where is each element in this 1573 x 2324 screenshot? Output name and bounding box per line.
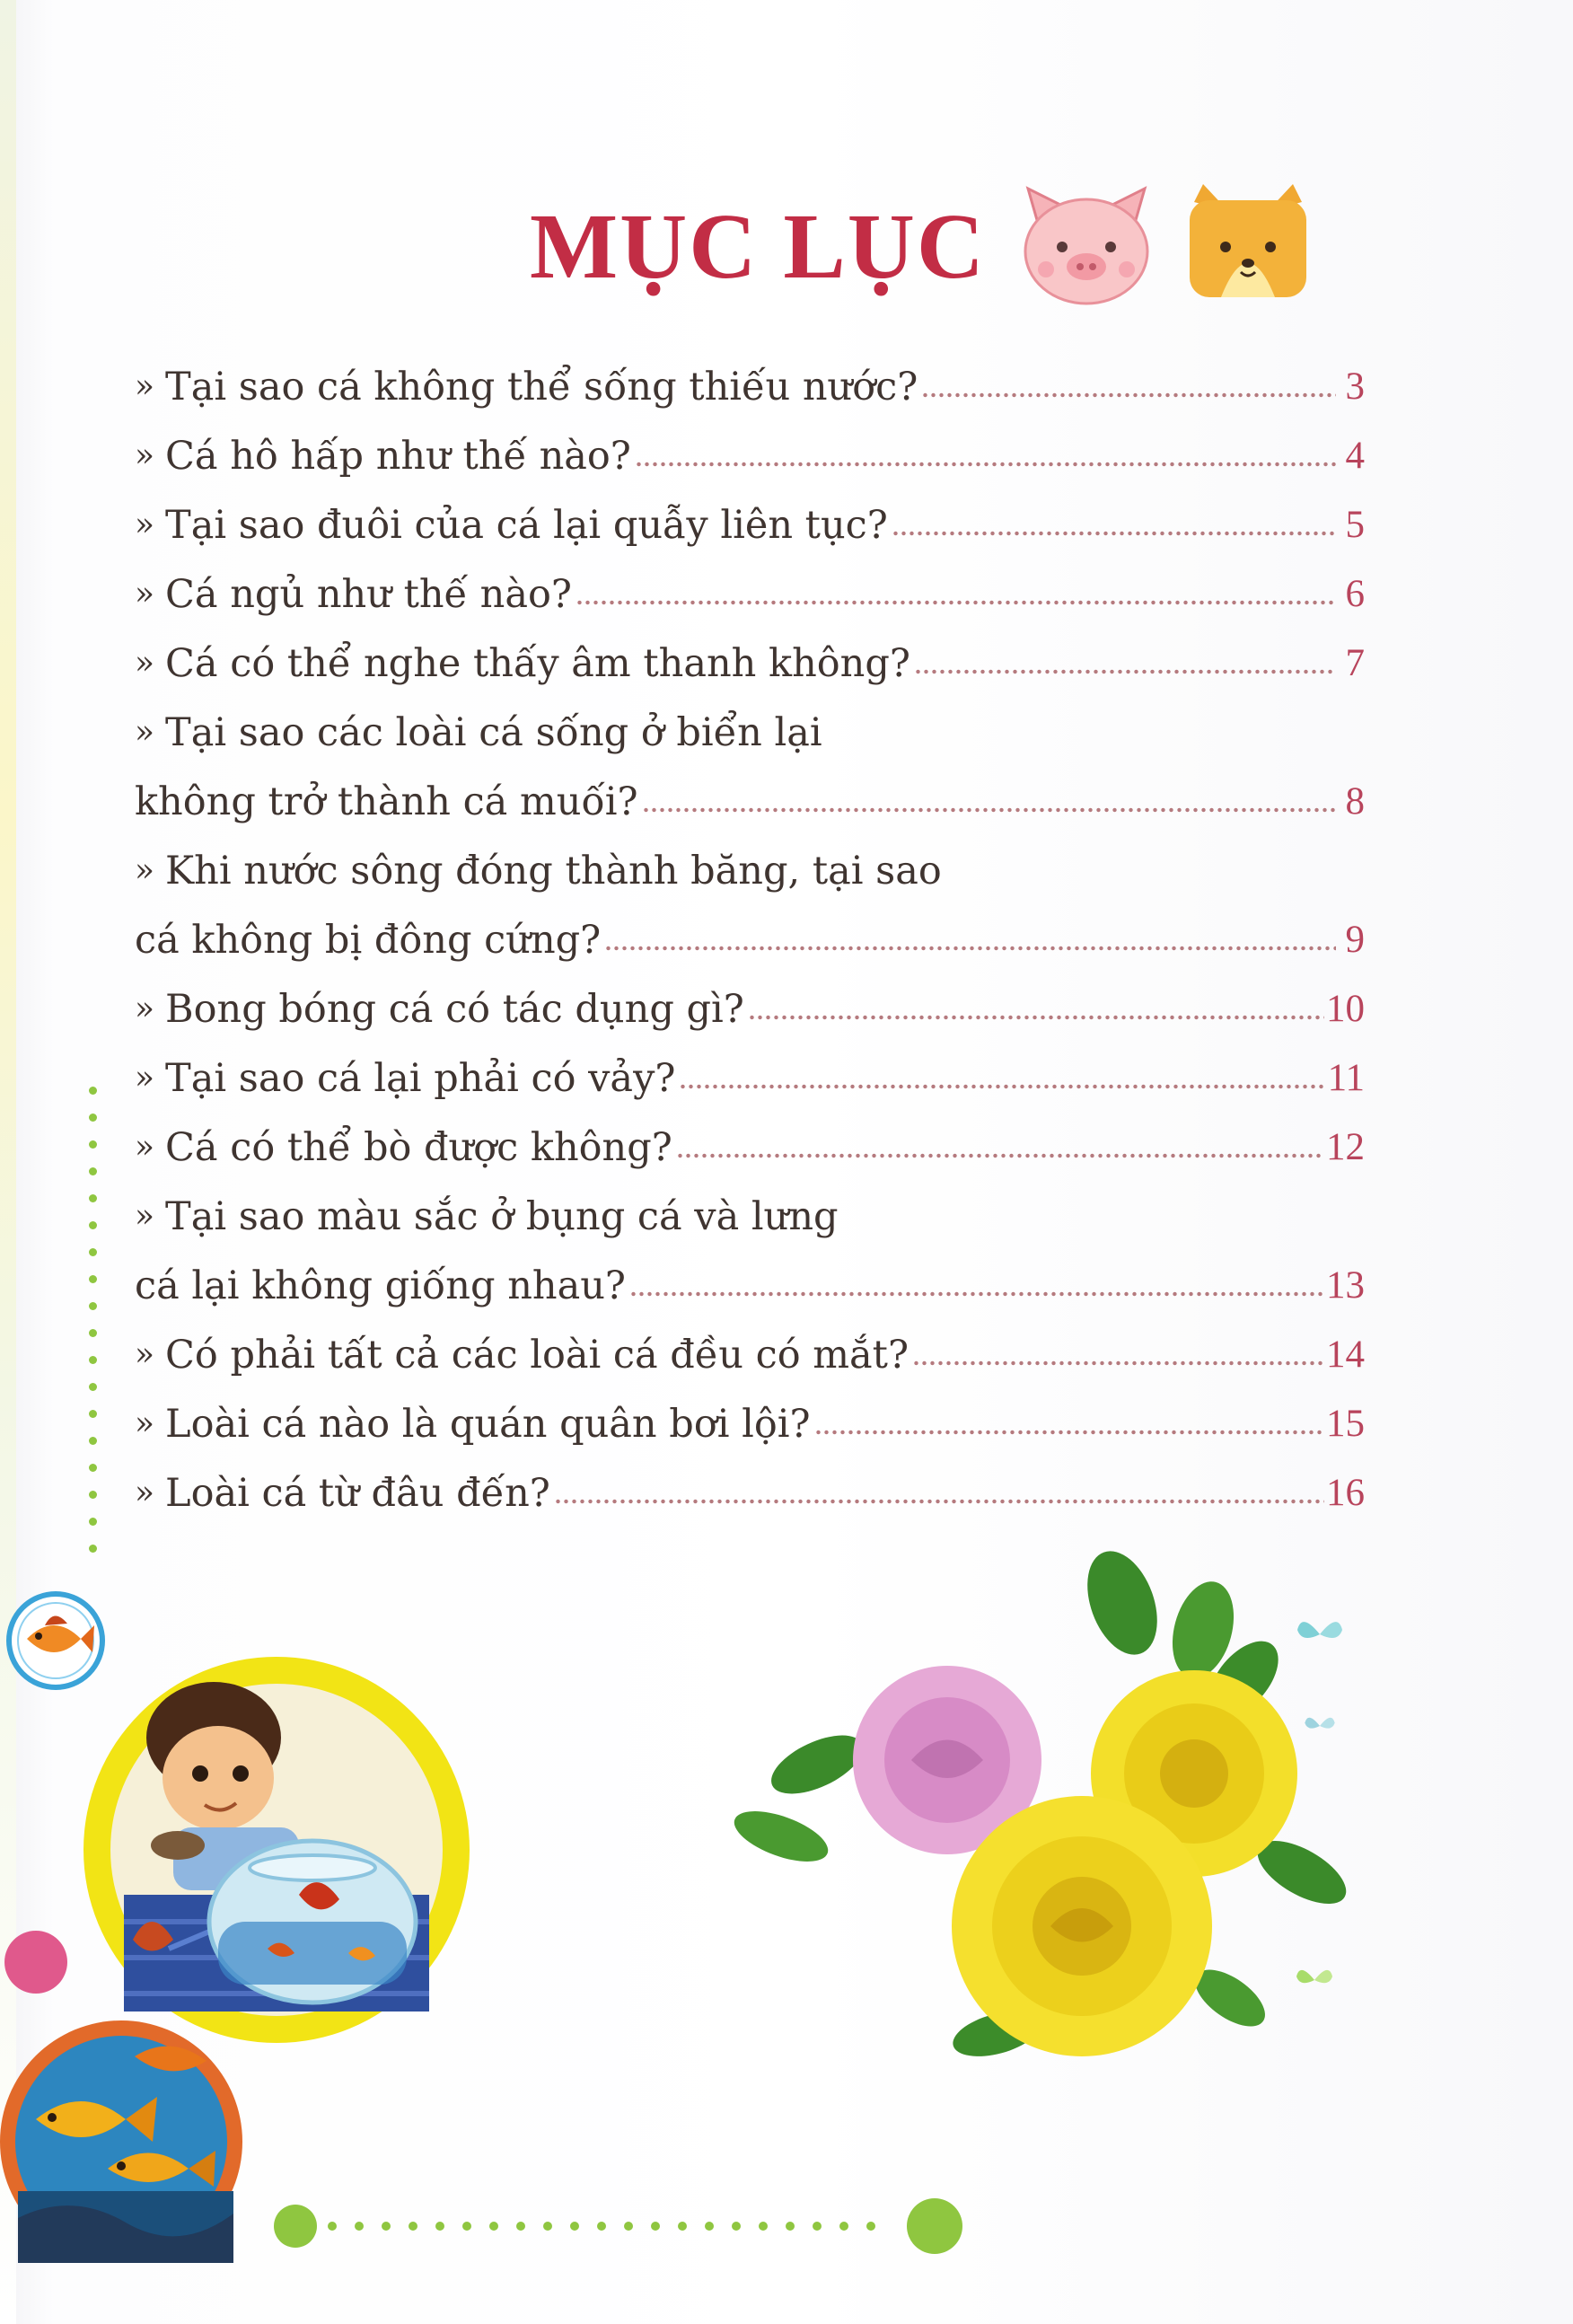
toc-entry[interactable] xyxy=(135,352,1365,421)
butterfly-icon xyxy=(1302,1711,1338,1741)
toc-entry-title: Loài cá nào là quán quân bơi lội? xyxy=(165,1401,811,1447)
dot-leader xyxy=(814,1430,1324,1435)
butterfly-icon xyxy=(1293,1962,1336,1998)
dot-leader xyxy=(914,669,1336,674)
butterfly-icon xyxy=(1293,1612,1347,1657)
bullet-mark: » xyxy=(135,990,155,1027)
bullet-mark: » xyxy=(135,714,155,751)
boy-with-fishbowl-illustration xyxy=(70,1652,483,2047)
toc-entry[interactable] xyxy=(135,559,1365,629)
toc-entry-title: Cá có thể nghe thấy âm thanh không? xyxy=(165,640,910,686)
toc-entry[interactable] xyxy=(135,1043,1365,1113)
toc-entry-title-cont: cá lại không giống nhau? xyxy=(135,1263,626,1308)
toc-page-number: 9 xyxy=(1345,919,1365,961)
bullet-mark: » xyxy=(135,1198,155,1235)
bullet-mark: » xyxy=(135,852,155,889)
bullet-mark: » xyxy=(135,1405,155,1442)
dot-leader xyxy=(554,1499,1324,1504)
toc-entry-title: Khi nước sông đóng thành băng, tại sao xyxy=(165,848,942,894)
toc-page-number: 16 xyxy=(1326,1472,1365,1514)
toc-entry-title: Cá có thể bò được không? xyxy=(165,1124,672,1170)
dot-leader xyxy=(642,807,1336,813)
bullet-mark: » xyxy=(135,1336,155,1373)
toc-entry-title-cont: không trở thành cá muối? xyxy=(135,779,638,824)
dot-leader xyxy=(912,1360,1324,1366)
toc-entry-title: Cá ngủ như thế nào? xyxy=(165,571,572,617)
toc-page-number: 13 xyxy=(1326,1264,1365,1307)
bullet-mark: » xyxy=(135,576,155,612)
toc-entry-title: Có phải tất cả các loài cá đều có mắt? xyxy=(165,1332,910,1378)
toc-entry[interactable] xyxy=(135,974,1365,1043)
toc-entry-title: Tại sao màu sắc ở bụng cá và lưng xyxy=(165,1193,839,1239)
dot-leader xyxy=(576,600,1336,605)
toc-entry[interactable] xyxy=(135,836,1365,974)
toc-entry-title: Tại sao cá lại phải có vảy? xyxy=(165,1055,676,1101)
toc-page-number: 3 xyxy=(1345,365,1365,408)
dot-leader xyxy=(921,392,1336,398)
toc-page-number: 5 xyxy=(1345,504,1365,546)
toc-page-number: 11 xyxy=(1327,1057,1365,1099)
toc-entry[interactable] xyxy=(135,421,1365,490)
bullet-mark: » xyxy=(135,1060,155,1096)
toc-entry[interactable] xyxy=(135,1389,1365,1458)
toc-entry[interactable] xyxy=(135,629,1365,698)
toc-page-number: 8 xyxy=(1345,780,1365,823)
dot-leader xyxy=(635,462,1336,467)
bullet-mark: » xyxy=(135,437,155,474)
toc-entry[interactable] xyxy=(135,1182,1365,1320)
toc-page-number: 7 xyxy=(1345,642,1365,684)
dot-leader xyxy=(676,1153,1324,1158)
toc-entry-title: Tại sao đuôi của cá lại quẫy liên tục? xyxy=(165,502,888,548)
toc-page-number: 6 xyxy=(1345,573,1365,615)
toc-entry-title: Tại sao các loài cá sống ở biển lại xyxy=(165,709,822,755)
toc-entry[interactable] xyxy=(135,698,1365,836)
bullet-mark: » xyxy=(135,645,155,682)
toc-entry-title: Loài cá từ đâu đến? xyxy=(165,1470,550,1516)
toc-entry-title: Tại sao cá không thể sống thiếu nước? xyxy=(165,364,918,409)
toc-entry-title: Bong bóng cá có tác dụng gì? xyxy=(165,986,744,1032)
toc-page-number: 12 xyxy=(1326,1126,1365,1168)
toc-entry[interactable] xyxy=(135,490,1365,559)
page-title: MỤC LỤC xyxy=(530,195,986,298)
dot-leader xyxy=(679,1084,1325,1089)
toc-entry[interactable] xyxy=(135,1113,1365,1182)
decorative-circle xyxy=(4,1931,67,1994)
pig-face-icon xyxy=(1019,184,1154,305)
table-of-contents xyxy=(135,352,1365,1527)
toc-page-number: 15 xyxy=(1326,1403,1365,1445)
roses-illustration xyxy=(727,1549,1374,2088)
toc-page-number: 14 xyxy=(1326,1334,1365,1376)
dot-leader xyxy=(604,946,1336,951)
toc-page-number: 4 xyxy=(1345,435,1365,477)
toc-entry-title-cont: cá không bị đông cứng? xyxy=(135,917,602,963)
dot-leader xyxy=(629,1291,1324,1297)
bullet-mark: » xyxy=(135,1129,155,1166)
toc-entry-title: Cá hô hấp như thế nào? xyxy=(165,433,631,479)
dog-face-icon xyxy=(1185,184,1311,301)
bullet-mark: » xyxy=(135,368,155,405)
aquarium-fish-illustration xyxy=(0,2011,247,2272)
toc-page-number: 10 xyxy=(1326,988,1365,1030)
dot-leader xyxy=(748,1015,1324,1020)
bullet-mark: » xyxy=(135,506,155,543)
dot-leader xyxy=(892,531,1336,536)
bullet-mark: » xyxy=(135,1475,155,1511)
toc-entry[interactable] xyxy=(135,1320,1365,1389)
toc-entry[interactable] xyxy=(135,1458,1365,1527)
